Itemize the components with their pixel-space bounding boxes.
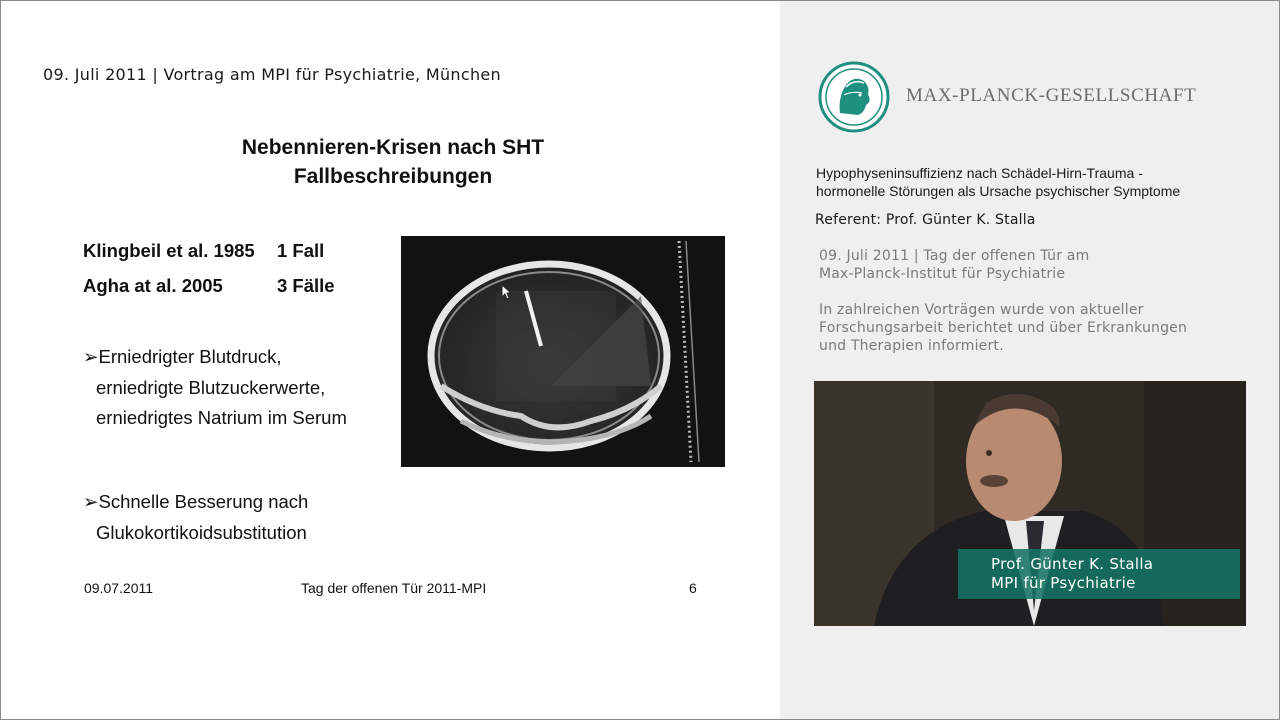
brand-name: MAX-PLANCK-GESELLSCHAFT [906,85,1197,106]
speaker-video[interactable] [814,381,1246,626]
bullet-therapy [83,487,308,548]
presentation-slide [47,113,739,623]
speaker-referent: Referent: Prof. Günter K. Stalla [815,212,1036,228]
event-description [819,301,1187,355]
talk-title-line: Hypophyseninsuffizienz nach Schädel-Hirn-Trauma - [816,165,1143,181]
bullet-line: Erniedrigter Blutdruck, [98,346,282,367]
description-line: Forschungsarbeit berichtet und über Erkrankungen [819,320,1188,336]
bullet-line: Schnelle Besserung nach [98,491,309,512]
study-author: Klingbeil et al. 1985 [83,240,255,261]
study-author: Agha at al. 2005 [83,275,223,296]
slide-subtitle: Fallbeschreibungen [293,165,493,188]
bullet-line: Glukokortikoidsubstitution [96,521,307,543]
ct-scan-image [401,236,725,467]
mouse-pointer-icon [502,285,512,301]
speaker-caption [958,549,1240,599]
caption-speaker-name: Prof. Günter K. Stalla [991,555,1154,573]
talk-title-line: hormonelle Störungen als Ursache psychischer Symptome [816,183,1181,199]
caption-institution: MPI für Psychiatrie [991,574,1136,592]
bullet-line: erniedrigtes Natrium im Serum [96,407,347,428]
talk-title [816,164,1180,200]
lecture-header: 09. Juli 2011 | Vortrag am MPI für Psychiatrie, München [43,65,501,84]
description-line: In zahlreichen Vorträgen wurde von aktueller [819,302,1144,318]
info-sidebar [780,1,1279,719]
event-date-line: 09. Juli 2011 | Tag der offenen Tür am [819,248,1090,264]
bullet-marker: ➢ [83,491,99,512]
minerva-logo-icon [818,61,890,133]
slide-title: Nebennieren-Krisen nach SHT [241,136,545,159]
slide-footer-date: 09.07.2011 [84,580,154,596]
event-date-line: Max-Planck-Institut für Psychiatrie [819,266,1066,282]
study-cases: 3 Fälle [277,275,335,296]
bullet-marker: ➢ [83,346,99,367]
event-date [819,247,1089,283]
slide-footer-event: Tag der offenen Tür 2011-MPI [301,580,487,596]
bullet-line: erniedrigte Blutzuckerwerte, [96,376,326,398]
slide-pane [1,1,780,719]
study-cases: 1 Fall [277,240,325,261]
bullet-symptoms [83,342,347,434]
description-line: und Therapien informiert. [819,338,1004,354]
slide-page-number: 6 [689,580,697,596]
